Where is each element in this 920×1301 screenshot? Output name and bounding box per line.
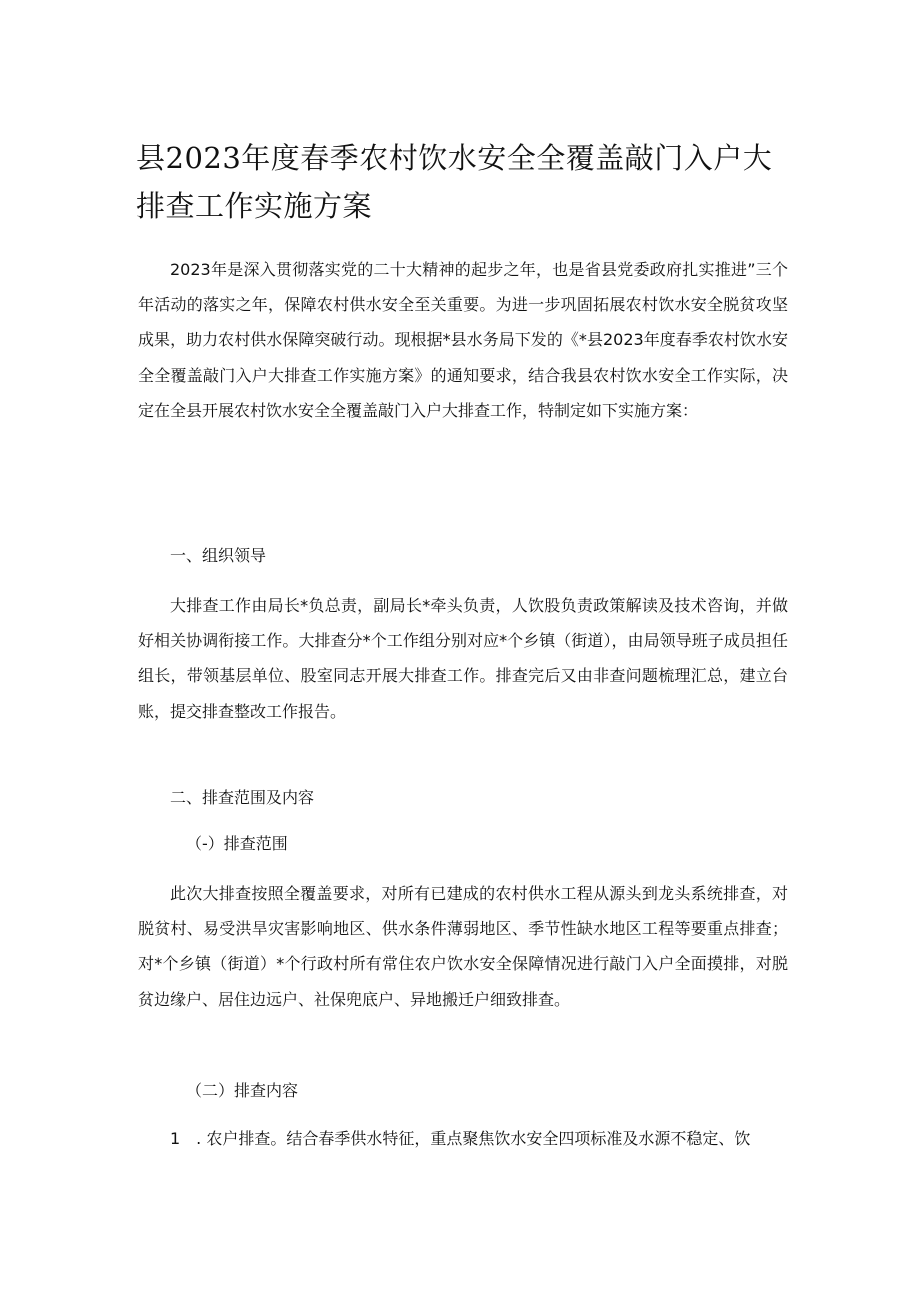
section-heading-organization: 一、组织领导 <box>170 546 267 565</box>
intro-paragraph: 2023年是深入贯彻落实党的二十大精神的起步之年，也是省县党委政府扎实推进”三个年活动的落实之年，保障农村供水安全至关重要。为进一步巩固拓展农村饮水安全脱贫攻坚成果，助力农村供水保障突破行动。现根据*县水务局下发的《*县2023年度春季农村饮水安全全覆盖敲门入户大排查工作实施方案》的通知要求，结合我县农村饮水安全工作实际，决定在全县开展农村饮水安全全覆盖敲门入户大排查工作，特制定如下实施方案： <box>138 260 788 420</box>
section-heading-scope: 二、排查范围及内容 <box>170 788 315 807</box>
subsection-heading-range: （-）排查范围 <box>186 834 288 853</box>
list-item: 1 . 农户排查。结合春季供水特征，重点聚焦饮水安全四项标准及水源不稳定、饮 <box>170 1129 751 1148</box>
organization-paragraph: 大排查工作由局长*负总责，副局长*牵头负责，人饮股负责政策解读及技术咨询，并做好相关协调衔接工作。大排查分*个工作组分别对应*个乡镇（街道），由局领导班子成员担任组长，带领基层单位、股室同志开展大排查工作。排查完后又由非查问题梳理汇总，建立台账，提交排查整改工作报告。 <box>138 596 788 721</box>
document-title: 县2023年度春季农村饮水安全全覆盖敲门入户大排查工作实施方案 <box>136 141 773 223</box>
subsection-heading-content: （二）排查内容 <box>186 1081 299 1100</box>
range-paragraph: 此次大排查按照全覆盖要求，对所有已建成的农村供水工程从源头到龙头系统排查，对脱贫村、易受洪旱灾害影响地区、供水条件薄弱地区、季节性缺水地区工程等要重点排查；对*个乡镇（街道）*个行政村所有常住农户饮水安全保障情况进行敲门入户全面摸排，对脱贫边缘户、居住边远户、社保兜底户、异地搬迁户细致排查。 <box>138 884 788 1009</box>
